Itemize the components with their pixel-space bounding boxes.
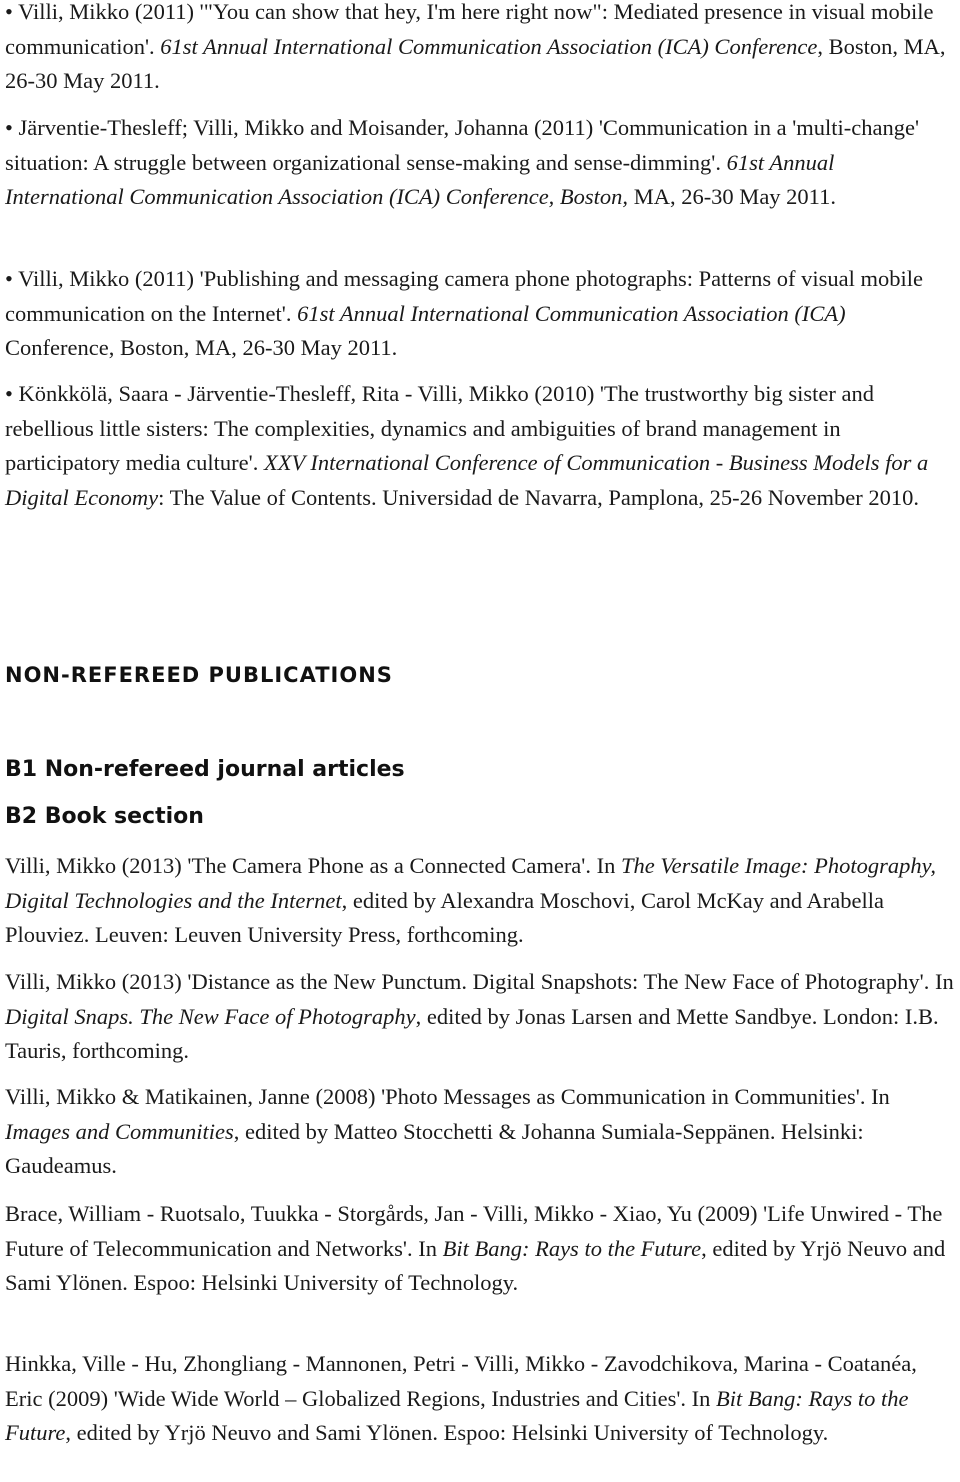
book-section-entry [5, 1197, 955, 1301]
entry-text: Brace, William - Ruotsalo, Tuukka - Storgårds, Jan - Villi, Mikko - Xiao, Yu (2009) 'Life Unwired - The Future of Telecommunication and Networks'. In [5, 1201, 943, 1261]
entry-details: , edited by Jonas Larsen and Mette Sandbye. London: I.B. Tauris, forthcoming. [5, 1003, 939, 1063]
sub-heading-b2 [5, 802, 204, 832]
book-section-entry [5, 1080, 955, 1184]
entry-venue: XXV International Conference of Communication - Business Models for a Digital Economy [5, 450, 929, 510]
conference-entry [5, 377, 955, 515]
sub-heading-b2-text: B2 Book section [5, 804, 204, 829]
section-heading [5, 660, 393, 690]
entry-text: Villi, Mikko (2013) 'Distance as the New Punctum. Digital Snapshots: The New Face of Photography'. In [5, 969, 954, 994]
entry-details: , Boston, MA, 26-30 May 2011. [5, 33, 946, 93]
entry-text: Villi, Mikko (2013) 'The Camera Phone as a Connected Camera'. In [5, 853, 621, 878]
entry-venue: 61st Annual International Communication Association (ICA) [297, 300, 846, 326]
book-section-entry [5, 849, 955, 953]
entry-book-title: Bit Bang: Rays to the Future [442, 1235, 702, 1261]
entry-venue: 61st Annual International Communication Association (ICA) Conference [160, 33, 818, 59]
entry-details: MA, 26-30 May 2011. [628, 184, 836, 209]
entry-text: • Järventie-Thesleff; Villi, Mikko and Moisander, Johanna (2011) 'Communication in a 'multi-change' situation: A struggle between organizational sense-making and sense-dimming'. [5, 115, 920, 175]
sub-heading-b1-text: B1 Non-refereed journal articles [5, 757, 405, 782]
entry-book-title: Bit Bang: Rays to the Future [5, 1385, 909, 1445]
entry-text: Hinkka, Ville - Hu, Zhongliang - Mannonen, Petri - Villi, Mikko - Zavodchikova, Marina - Coatanéa, Eric (2009) 'Wide Wide World – Globalized Regions, Industries and Cities'. In [5, 1351, 917, 1411]
conference-entry [5, 111, 955, 215]
entry-details: , edited by Matteo Stocchetti & Johanna Sumiala-Seppänen. Helsinki: Gaudeamus. [5, 1118, 864, 1178]
sub-heading-b1 [5, 755, 405, 785]
entry-venue: 61st Annual International Communication Association (ICA) Conference, Boston, [5, 149, 835, 209]
entry-details: , edited by Yrjö Neuvo and Sami Ylönen. Espoo: Helsinki University of Technology. [5, 1235, 946, 1295]
conference-entry [5, 0, 955, 99]
entry-book-title: The Versatile Image: Photography, Digital Technologies and the Internet [5, 853, 936, 913]
section-heading-text: NON-REFEREED PUBLICATIONS [5, 663, 393, 687]
entry-book-title: Digital Snaps. The New Face of Photography [5, 1003, 416, 1029]
entry-text: • Villi, Mikko (2011) 'Publishing and messaging camera phone photographs: Patterns of visual mobile communication on the Internet'. [5, 266, 923, 326]
conference-entry [5, 262, 955, 366]
entry-text: • Könkkölä, Saara - Järventie-Thesleff, Rita - Villi, Mikko (2010) 'The trustworthy big sister and rebellious little sisters: The complexities, dynamics and ambiguities of brand management in participatory media culture'. [5, 381, 874, 475]
entry-details: , edited by Yrjö Neuvo and Sami Ylönen. Espoo: Helsinki University of Technology. [65, 1420, 829, 1445]
book-section-entry [5, 965, 955, 1069]
entry-text: • Villi, Mikko (2011) '"You can show that hey, I'm here right now": Mediated presence in visual mobile communication'. [5, 0, 934, 59]
entry-details: , edited by Alexandra Moschovi, Carol McKay and Arabella Plouviez. Leuven: Leuven University Press, forthcoming. [5, 887, 884, 947]
entry-book-title: Images and Communities [5, 1118, 234, 1144]
entry-details: : The Value of Contents. Universidad de Navarra, Pamplona, 25-26 November 2010. [158, 484, 919, 510]
book-section-entry [5, 1347, 955, 1451]
entry-text: Villi, Mikko & Matikainen, Janne (2008) 'Photo Messages as Communication in Communities'. In [5, 1084, 890, 1109]
entry-details: Conference, Boston, MA, 26-30 May 2011. [5, 335, 398, 360]
